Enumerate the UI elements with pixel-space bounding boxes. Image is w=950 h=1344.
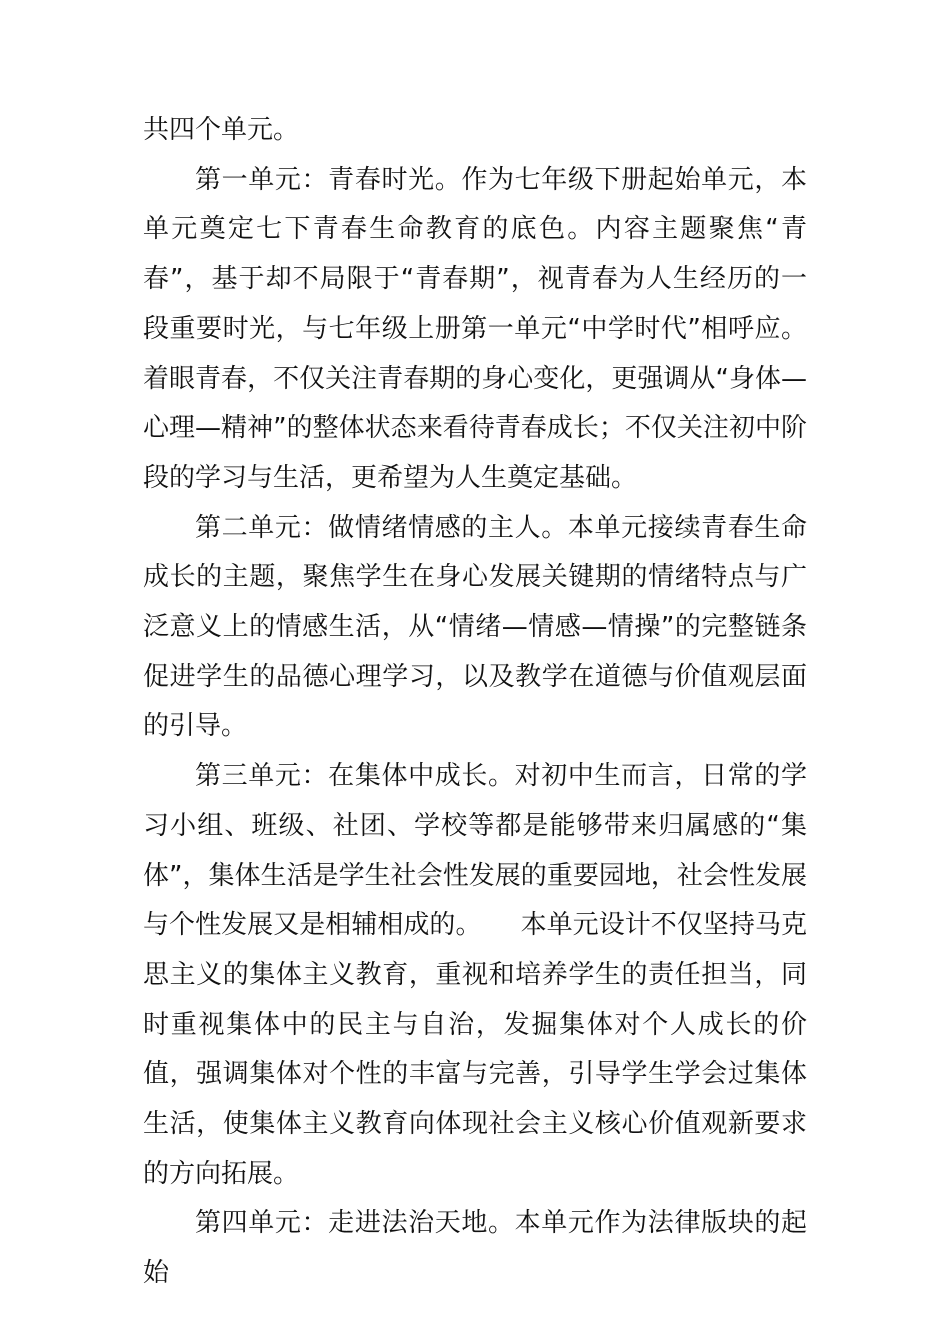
paragraph-unit-two: 第二单元：做情绪情感的主人。本单元接续青春生命成长的主题，聚焦学生在身心发展关键期的情绪特点与广泛意义上的情感生活，从“情绪—情感—情操”的完整链条促进学生的品德心理学习，以及教学在道德与价值观层面的引导。 <box>143 512 807 742</box>
paragraph-continuation: 共四个单元。 <box>143 115 300 145</box>
paragraph-unit-three: 第三单元：在集体中成长。对初中生而言，日常的学习小组、班级、社团、学校等都是能够带来归属感的“集体”，集体生活是学生社会性发展的重要园地，社会性发展与个性发展又是相辅相成的。 本单元设计不仅坚持马克思主义的集体主义教育，重视和培养学生的责任担当，同时重视集体中的民主与自治，发掘集体对个人成长的价值，强调集体对个性的丰富与完善，引导学生学会过集体生活，使集体主义教育向体现社会主义核心价值观新要求的方向拓展。 <box>143 761 807 1189</box>
paragraph-unit-one: 第一单元：青春时光。作为七年级下册起始单元，本单元奠定七下青春生命教育的底色。内容主题聚焦“青春”，基于却不局限于“青春期”，视青春为人生经历的一段重要时光，与七年级上册第一单元“中学时代”相呼应。着眼青春，不仅关注青春期的身心变化，更强调从“身体—心理—精神”的整体状态来看待青春成长；不仅关注初中阶段的学习与生活，更希望为人生奠定基础。 <box>143 164 807 493</box>
document-body <box>143 106 807 1299</box>
paragraph-unit-four: 第四单元：走进法治天地。本单元作为法律版块的起始 <box>143 1208 807 1289</box>
